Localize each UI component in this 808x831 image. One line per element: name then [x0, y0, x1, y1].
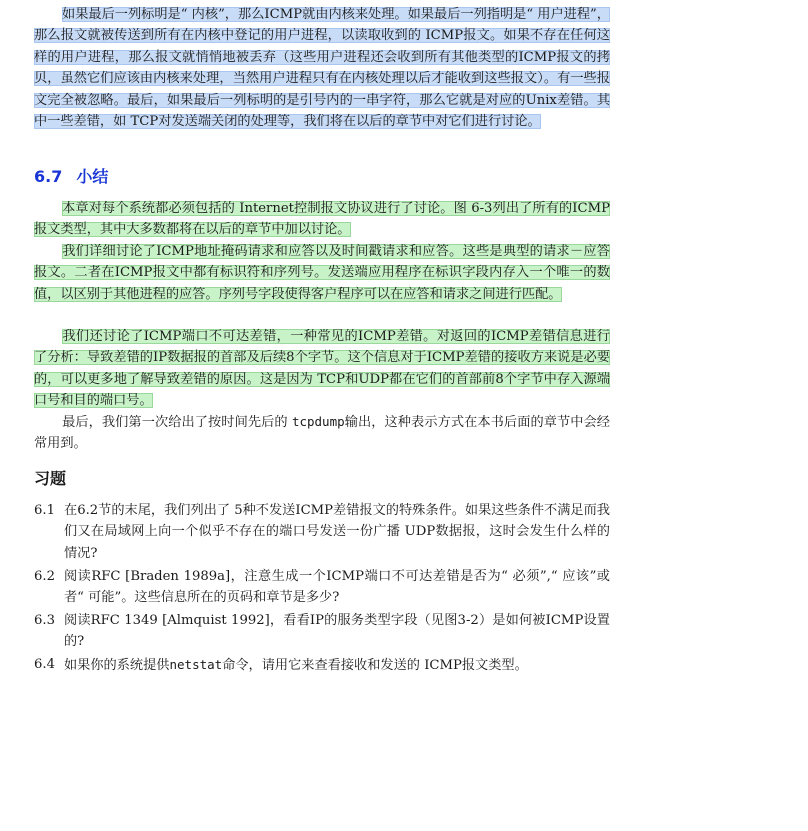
exercise-text: 如果你的系统提供netstat命令，请用它来查看接收和发送的 ICMP报文类型。	[64, 657, 528, 674]
exercises-heading: 习题	[34, 469, 67, 488]
top-paragraph	[34, 4, 610, 132]
highlighted-text[interactable]: 本章对每个系统都必须包括的 Internet控制报文协议进行了讨论。图 6-3列出了所有的ICMP报文类型，其中大多数都将在以后的章节中加以讨论。	[34, 201, 610, 238]
summary-paragraph-2	[34, 241, 610, 305]
highlighted-text[interactable]: 我们还讨论了ICMP端口不可达差错，一种常见的ICMP差错。对返回的ICMP差错信息进行了分析：导致差错的IP数据报的首部及后续8个字节。这个信息对于ICMP差错的接收方来说是必要的，可以更多地了解导致差错的原因。这是因为 TCP和UDP都在它们的首部前8个字节中存入源端口号和目的端口号。	[34, 329, 610, 409]
summary-paragraph-3	[34, 326, 610, 412]
exercise-text: 在6.2节的末尾，我们列出了 5种不发送ICMP差错报文的特殊条件。如果这些条件不满足而我们又在局域网上向一个似乎不存在的端口号发送一份广播 UDP数据报，这时会发生什么样的情况?	[64, 503, 610, 561]
exercise-text: 阅读RFC 1349 [Almquist 1992]，看看IP的服务类型字段（见图3-2）是如何被ICMP设置的?	[64, 613, 610, 650]
code-netstat: netstat	[169, 657, 223, 673]
exercise-list	[34, 500, 610, 678]
section-number: 6.7	[34, 167, 63, 186]
section-heading	[34, 164, 108, 187]
highlighted-text[interactable]: 我们详细讨论了ICMP地址掩码请求和应答以及时间戳请求和应答。这些是典型的请求－应答报文。二者在ICMP报文中都有标识符和序列号。发送端应用程序在标识字段内存入一个唯一的数值，以区别于其他进程的应答。序列号字段使得客户程序可以在应答和请求之间进行匹配。	[34, 244, 610, 302]
exercise-item	[34, 566, 610, 609]
exercise-item	[34, 500, 610, 564]
exercise-text: 阅读RFC [Braden 1989a]，注意生成一个ICMP端口不可达差错是否为“ 必须”,“ 应该”或者“ 可能”。这些信息所在的页码和章节是多少?	[64, 568, 610, 606]
exercise-number: 6.1	[34, 503, 55, 518]
exercise-number: 6.2	[34, 568, 55, 584]
exercise-number: 6.3	[34, 613, 55, 629]
exercise-item	[34, 610, 610, 653]
final-paragraph: 最后，我们第一次给出了按时间先后的 tcpdump输出，这种表示方式在本书后面的章节中会经常用到。	[34, 414, 610, 452]
exercise-item	[34, 654, 610, 676]
highlighted-text[interactable]: 如果最后一列标明是“ 内核”，那么ICMP就由内核来处理。如果最后一列指明是“ 用户进程”，那么报文就被传送到所有在内核中登记的用户进程，以读取收到的 ICMP报文。如果不存在任何这样的用户进程，那么报文就悄悄地被丢弃（这些用户进程还会收到所有其他类型的ICMP报文的拷贝，虽然它们应该由内核来处理，当然用户进程只有在内核处理以后才能收到这些报文）。有一些报文完全被忽略。最后，如果最后一列标明的是引号内的一串字符，那么它就是对应的Unix差错。其中一些差错，如 TCP对发送端关闭的处理等，我们将在以后的章节中对它们进行讨论。	[34, 7, 610, 130]
code-tcpdump: tcpdump	[291, 414, 345, 429]
exercise-number: 6.4	[34, 657, 55, 673]
section-title: 小结	[76, 167, 109, 186]
summary-paragraph-1	[34, 198, 610, 241]
